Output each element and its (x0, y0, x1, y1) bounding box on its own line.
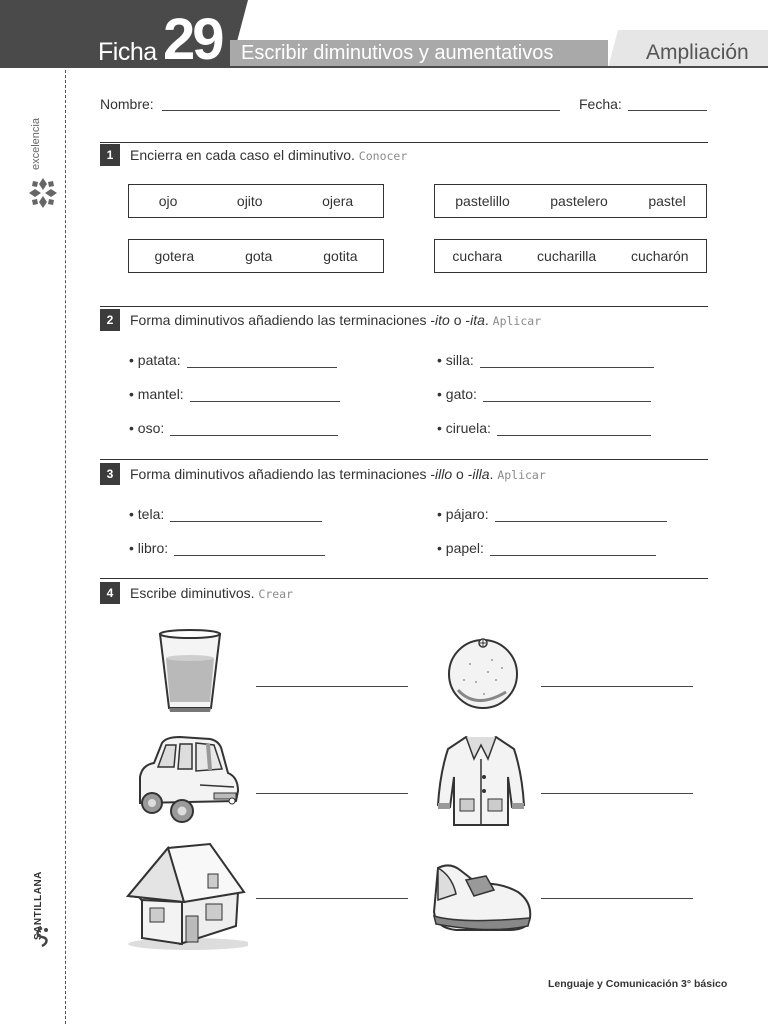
word-option[interactable]: ojera (322, 193, 354, 209)
answer-line[interactable] (541, 793, 693, 794)
word-option[interactable]: gotera (154, 248, 195, 264)
item-label: • gato: (437, 386, 477, 402)
fill-item (129, 386, 340, 402)
ending: illa (472, 466, 490, 482)
skill-tag: Aplicar (497, 468, 546, 482)
word-box (434, 184, 707, 218)
section-title (130, 312, 541, 328)
item-label: • patata: (129, 352, 181, 368)
item-label: • libro: (129, 540, 169, 556)
section-divider (100, 578, 708, 579)
word-option[interactable]: gotita (323, 248, 358, 264)
item-label: • ciruela: (437, 420, 491, 436)
name-label: Nombre: (100, 96, 154, 112)
section-4-instruction: Escribe diminutivos. (130, 585, 255, 601)
fill-item (129, 352, 337, 368)
answer-line[interactable] (170, 509, 322, 522)
brand-label: excelencia (30, 118, 42, 170)
title-text: . (489, 466, 494, 482)
word-box (128, 184, 384, 218)
fill-item (437, 352, 654, 368)
answer-line[interactable] (170, 423, 338, 436)
word-option[interactable]: pastel (648, 193, 686, 209)
word-option[interactable]: pastelero (550, 193, 608, 209)
header-level-slant (608, 30, 622, 68)
section-title (130, 585, 293, 601)
fill-item (437, 540, 656, 556)
title-text: o - (452, 466, 473, 482)
answer-line[interactable] (497, 423, 651, 436)
item-label: • mantel: (129, 386, 184, 402)
word-option[interactable]: ojito (236, 193, 263, 209)
answer-line[interactable] (541, 686, 693, 687)
level-label: Ampliación (646, 41, 749, 64)
title-text: . (484, 312, 489, 328)
word-option[interactable]: pastelillo (455, 193, 510, 209)
item-label: • silla: (437, 352, 474, 368)
ending: ito (435, 312, 450, 328)
answer-line[interactable] (256, 898, 408, 899)
skill-tag: Crear (258, 587, 294, 601)
answer-line[interactable] (490, 543, 656, 556)
section-title (130, 147, 407, 163)
jacket-icon (434, 733, 528, 829)
section-number: 1 (100, 144, 120, 166)
word-option[interactable]: ojo (158, 193, 178, 209)
word-box (128, 239, 384, 273)
item-label: • pájaro: (437, 506, 489, 522)
section-divider (100, 306, 708, 307)
ficha-label: Ficha (98, 38, 157, 66)
word-option[interactable]: cuchara (452, 248, 503, 264)
item-label: • tela: (129, 506, 165, 522)
answer-line[interactable] (187, 355, 337, 368)
fill-item (437, 506, 667, 522)
skill-tag: Conocer (358, 149, 408, 163)
word-option[interactable]: gota (245, 248, 273, 264)
publisher-label: SANTILLANA (33, 871, 44, 940)
car-icon (130, 735, 242, 827)
footer-course: Lenguaje y Comunicación 3° básico (548, 978, 728, 990)
date-field[interactable] (628, 110, 707, 111)
item-label: • papel: (437, 540, 484, 556)
item-label: • oso: (129, 420, 165, 436)
name-field[interactable] (162, 110, 560, 111)
excelencia-logo-icon (27, 176, 59, 210)
section-divider (100, 142, 708, 143)
page-title: Escribir diminutivos y aumentativos (241, 42, 554, 64)
answer-line[interactable] (541, 898, 693, 899)
section-number: 3 (100, 463, 120, 485)
date-label: Fecha: (579, 96, 622, 112)
answer-line[interactable] (190, 389, 340, 402)
shoe-icon (430, 860, 534, 936)
fill-item (129, 420, 338, 436)
ficha-number: 29 (163, 7, 222, 72)
ending: ita (470, 312, 485, 328)
fill-item (437, 420, 651, 436)
answer-line[interactable] (256, 793, 408, 794)
answer-line[interactable] (174, 543, 325, 556)
ending: illo (435, 466, 453, 482)
answer-line[interactable] (480, 355, 654, 368)
orange-icon (446, 630, 520, 714)
fill-item (129, 506, 322, 522)
section-title (130, 466, 546, 482)
house-icon (124, 840, 248, 952)
section-number: 4 (100, 582, 120, 604)
word-option[interactable]: cucharón (630, 248, 689, 264)
glass-icon (155, 628, 225, 714)
answer-line[interactable] (483, 389, 651, 402)
title-text: o - (449, 312, 471, 328)
title-text: Forma diminutivos añadiendo las terminaciones - (130, 312, 436, 328)
word-option[interactable]: cucharilla (537, 248, 597, 264)
skill-tag: Aplicar (492, 314, 542, 328)
section-1-instruction: Encierra en cada caso el diminutivo. (130, 147, 355, 163)
santillana-logo-icon (34, 926, 50, 948)
section-divider (100, 459, 708, 460)
answer-line[interactable] (495, 509, 667, 522)
fill-item (129, 540, 325, 556)
fill-item (437, 386, 651, 402)
cut-line (65, 70, 66, 1024)
word-box (434, 239, 707, 273)
section-number: 2 (100, 309, 120, 331)
title-text: Forma diminutivos añadiendo las terminaciones - (130, 466, 436, 482)
answer-line[interactable] (256, 686, 408, 687)
